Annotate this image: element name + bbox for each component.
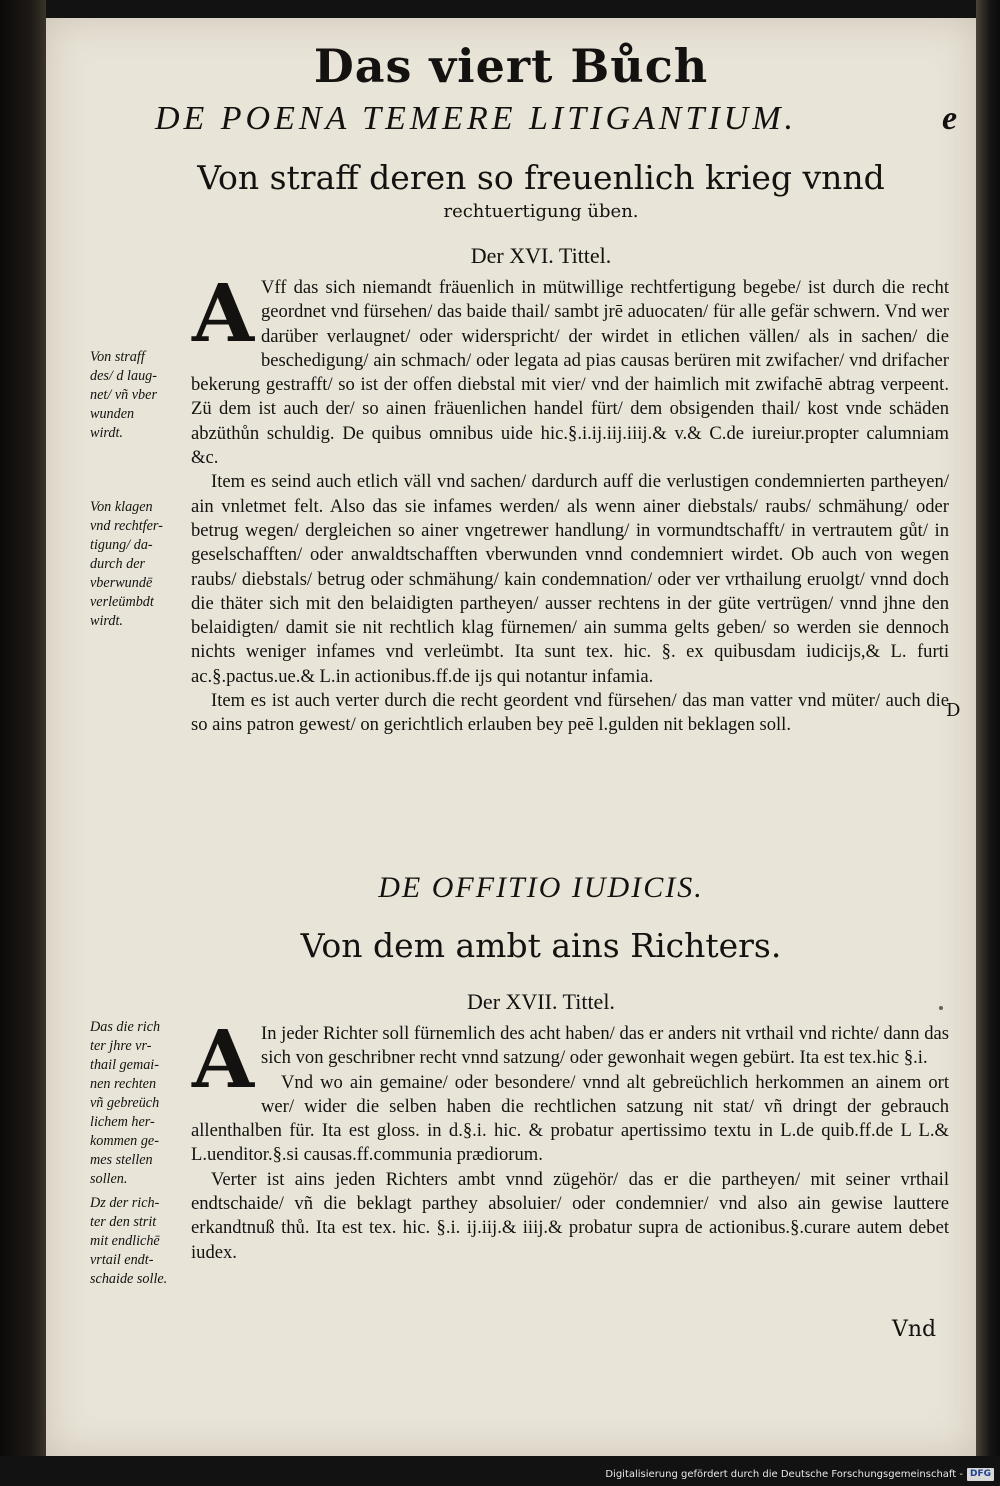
dfg-logo: DFG xyxy=(967,1468,994,1481)
ink-dot xyxy=(939,1006,943,1010)
margin-note: Das die rich ter jhre vr- thail gemai- nen rechten vñ gebreüch lichem her- kommen ge- mes stellen sollen. xyxy=(90,1019,161,1187)
signature-mark: e xyxy=(942,100,958,137)
side-signature: D xyxy=(946,700,961,721)
paragraph: A Vff das sich niemandt fräuenlich in mütwillige rechtfertigung begebe/ ist durch die recht geordnet vnd fürsehen/ das baide thail/ sambt jrē aduocaten/ für alle gefär schwern. Vnd wer darüber verlaugnet/ oder widerspricht/ der wirdet in etlichen vällen/ als in sachen/ die beschedigung/ ain schmach/ oder legata ad pias causas berüren mit zwifacher/ vnd drifacher bekerung gestrafft/ so ist der offen diebstal mit vier/ vnd der haimlich mit zwifachē abtrag verpeent. Zü dem ist auch der/ so ainen fräuenlichen handel fürt/ dem obsigenden thail/ kost vnde schäden abzüthůn schuldig. De quibus omnibus uide hic.§.i.ij.iij.iiij.& v.& C.de iureiur.propter calumniam &c. xyxy=(191,266,949,469)
margin-note: Von straff des/ d laug- net/ vñ vber wunden wirdt. xyxy=(90,349,157,441)
section-xvii-body xyxy=(191,1012,949,1265)
paragraph: Vnd wo ain gemaine/ oder besondere/ vnnd alt gebreüchlich herkommen an ainem ort wer/ wider die selben haben die rechtlichen satzung nit stat/ vñ dringt der gebrauch allenthalben für. Ita est gloss. in d.§.i. hic. & probatur apertissimo textu in L.de quib.ff.de L L.& L.uenditor.§.si causas.ff.communia prædiorum. xyxy=(191,1071,949,1166)
funding-credit-text: Digitalisierung gefördert durch die Deutsche Forschungsgemeinschaft - xyxy=(605,1468,963,1480)
scan-edge-right xyxy=(976,0,1000,1456)
section-title-xvii: Von dem ambt ains Richters. xyxy=(300,926,782,965)
scan-edge-left xyxy=(0,0,46,1456)
paragraph: Verter ist ains jeden Richters ambt vnnd zügehör/ das er die partheyen/ mit seiner vrthail endtschaide/ vñ die beklagt parthey absoluier/ oder condemnier/ vnd also ain gewise lauttere erkandtnuß thů. Ita est tex. hic. §.i. ij.iij.& iiij.& probatur supra de actionibus.§.curare autem debet iudex. xyxy=(191,1168,949,1263)
margin-note: Von klagen vnd rechtfer- tigung/ da- durch der vberwundē verleümbdt wirdt. xyxy=(90,499,163,629)
paragraph: Item es seind auch etlich väll vnd sachen/ dardurch auff die verlustigen condemnierten partheyen/ ain vnletmet felt. Also das sie infames werden/ als wenn ainer diebstals/ raubs/ schmähung/ oder betrug wegen/ dergleichen so ainer vngetrewer handlung/ in vormundtschafft/ in vertrautem gůt/ in geselschafften/ oder anwaldtschafften vberwunden vnnd condemniert wirdet. Ob auch von wegen raubs/ diebstals/ betrug oder schmähung/ kain condemnation/ oder ver vrthailung eruolgt/ vnnd doch die thäter sich mit den belaidigten partheyen/ ausser rechtens in der güte vertrügen/ vnnd jhne den belaidigten/ damit sie nit rechtlich klag fürnemen/ ain summa gelts geben/ so werden sie dennoch nichts weniger infames vnd verleümbt. Ita sunt tex. hic. §. ex quibusdam iudicijs,& L. furti ac.§.pactus.ue.& L.in actionibus.ff.de ijs qui notantur infamia. xyxy=(191,471,949,687)
funding-credit xyxy=(605,1466,994,1482)
drop-cap: A xyxy=(191,266,255,360)
page-subhead: DE POENA TEMERE LITIGANTIUM. xyxy=(154,100,798,137)
section-xvi-body xyxy=(191,266,949,738)
section-title-xvi-line2: rechtuertigung üben. xyxy=(443,201,639,222)
section-title-xvi: Von straff deren so freuenlich krieg vnnd xyxy=(197,158,885,197)
drop-cap: A xyxy=(191,1012,255,1106)
paragraph: Item es ist auch verter durch die recht geordent vnd fürsehen/ das man vatter vnd müter/ auch die so ains patron gewest/ on gerichtlich erlauben bey peē l.gulden nit beklagen soll. xyxy=(191,690,949,736)
book-page xyxy=(46,18,976,1456)
margin-note: Dz der rich- ter den strit mit endlichē vrtail endt- schaide solle. xyxy=(90,1195,168,1287)
running-head: Das viert Bůch xyxy=(313,39,709,93)
tittel-xvii: Der XVII. Tittel. xyxy=(467,989,615,1014)
section-heading-xvii: DE OFFITIO IUDICIS. xyxy=(378,871,704,904)
catchword: Vnd xyxy=(892,1317,937,1342)
tittel-xvi: Der XVI. Tittel. xyxy=(470,243,612,268)
paragraph: A In jeder Richter soll fürnemlich des acht haben/ das er anders nit vrthail vnd richte/ dann das sich von geschribner recht vnnd satzung/ oder gewonhait wegen gebürt. Ita est tex.hic §.i. xyxy=(191,1012,949,1106)
